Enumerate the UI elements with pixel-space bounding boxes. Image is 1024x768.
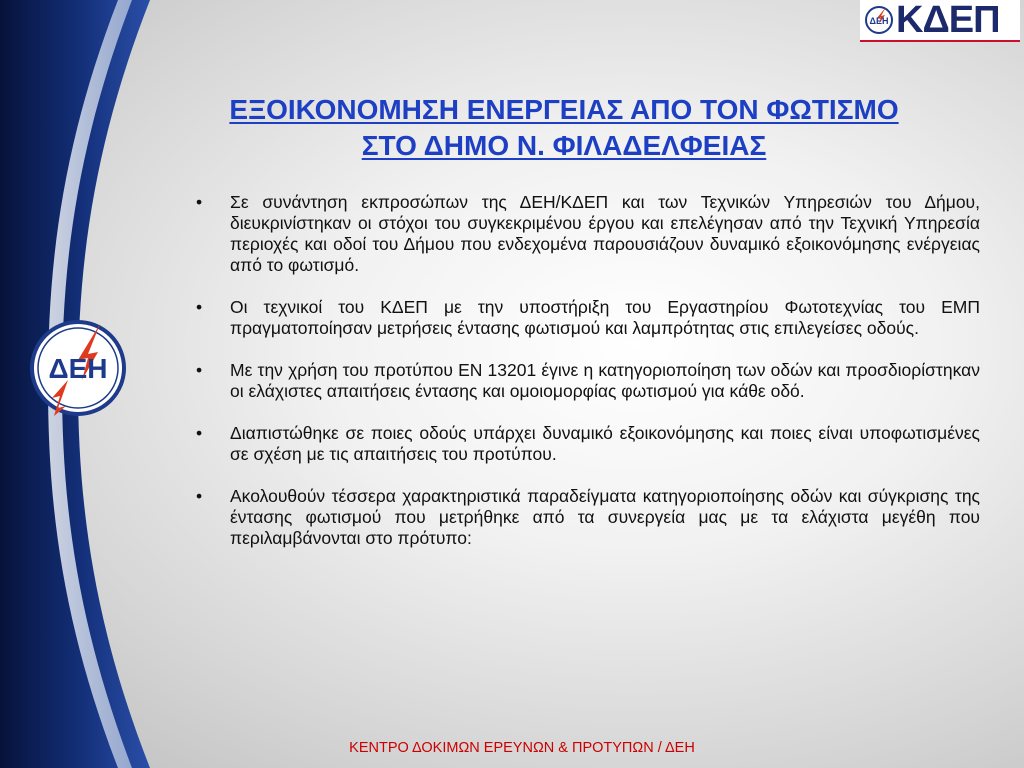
svg-text:ΔΕΗ: ΔΕΗ [869,16,889,26]
bullet-text: Οι τεχνικοί του ΚΔΕΠ με την υποστήριξη του Εργαστηρίου Φωτοτεχνίας του ΕΜΠ πραγματοποίησαν μετρήσεις έντασης φωτισμού και λαμπρότητας στις επιλεγείσες οδούς. [230,297,980,338]
brand-name: ΚΔΕΠ [896,0,1000,41]
bullet-item [196,360,980,402]
slide-footer: ΚΕΝΤΡΟ ΔΟΚΙΜΩΝ ΕΡΕΥΝΩΝ & ΠΡΟΤΥΠΩΝ / ΔΕΗ [349,740,695,756]
emblem-text: ΔΕΗ [48,353,108,384]
bullet-item [196,423,980,465]
bullet-text: Με την χρήση του προτύπου ΕΝ 13201 έγινε η κατηγοριοποίηση των οδών και προσδιορίστηκαν οι ελάχιστες απαιτήσεις έντασης και ομοιομορφίας φωτισμού για κάθε οδό. [230,360,980,401]
title-line-1: ΕΞΟΙΚΟΝΟΜΗΣΗ ΕΝΕΡΓΕΙΑΣ ΑΠΟ ΤΟΝ ΦΩΤΙΣΜΟ [229,94,899,125]
bullet-text: Διαπιστώθηκε σε ποιες οδούς υπάρχει δυναμικό εξοικονόμησης και ποιες είναι υποφωτισμένες σε σχέση με τις απαιτήσεις του προτύπου. [230,423,980,464]
bullet-text: Ακολουθούν τέσσερα χαρακτηριστικά παραδείγματα κατηγοριοποίησης οδών και σύγκρισης της έντασης φωτισμού που μετρήθηκε από τα συνεργεία μας με τα ελάχιστα μεγέθη που περιλαμβάνονται στο πρότυπο: [230,486,980,548]
kdep-header-logo [860,0,1020,42]
bullet-item [196,486,980,549]
slide-title [152,92,976,164]
bullet-marker: • [196,423,203,443]
bullet-marker: • [196,297,203,317]
deh-mini-logo-icon [864,5,894,35]
bullet-marker: • [196,360,203,380]
bullet-text: Σε συνάντηση εκπροσώπων της ΔΕΗ/ΚΔΕΠ και των Τεχνικών Υπηρεσιών του Δήμου, διευκρινίστηκαν οι στόχοι του συγκεκριμένου έργου και επελέγησαν από την Τεχνική Υπηρεσία περιοχές και οδοί του Δήμου που ενδεχομένα παρουσιάζουν δυναμικό εξοικονόμησης ενέργειας από το φωτισμό. [230,192,980,275]
bullet-item [196,192,980,276]
title-line-2: ΣΤΟ ΔΗΜΟ Ν. ΦΙΛΑΔΕΛΦΕΙΑΣ [361,130,767,161]
bullet-list [196,192,980,570]
bullet-marker: • [196,192,203,212]
deh-logo-emblem [28,318,128,418]
bullet-item [196,297,980,339]
bullet-marker: • [196,486,203,506]
